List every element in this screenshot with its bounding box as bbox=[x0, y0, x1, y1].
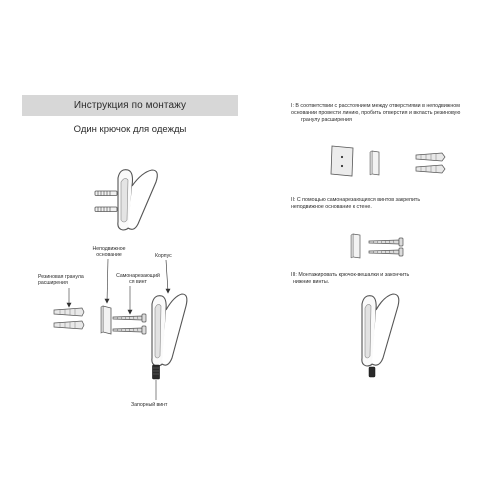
mounted-base-icon bbox=[349, 232, 411, 260]
label-lock-screw: Запорный винт bbox=[131, 402, 168, 408]
step-2-text: II: С помощью самонарезающихся винтов закрепить неподвижное основание к стене. bbox=[291, 197, 421, 211]
fixed-base-icon bbox=[369, 150, 381, 176]
mounted-hook-icon bbox=[356, 290, 404, 370]
lock-screw-icon bbox=[368, 366, 376, 378]
step-1-text: I: В соответствии с расстоянием между отверстиями в неподвижном основании провести линию, пробить отверстия и вкласть резиновую гранулу расширения bbox=[291, 103, 461, 124]
label-self-tapping-screw: Самонарезающий ся винт bbox=[116, 273, 160, 286]
label-expansion-plug: Резиновая гранула расширения bbox=[38, 274, 84, 287]
label-fixed-base: Неподвижное основание bbox=[92, 246, 126, 259]
expansion-plug-icon bbox=[414, 151, 450, 177]
document-title: Инструкция по монтажу bbox=[73, 100, 187, 111]
step-3-text: III: Монтажировать крючок-вешалки и закончить нижние винты. bbox=[291, 272, 410, 286]
document-subtitle: Один крючок для одежды bbox=[73, 124, 187, 135]
lock-screw-icon bbox=[151, 364, 161, 380]
wall-plate-icon bbox=[329, 145, 355, 177]
hook-body-icon bbox=[148, 290, 190, 370]
expansion-plug-icon bbox=[52, 305, 88, 335]
label-body: Корпус bbox=[155, 253, 172, 259]
